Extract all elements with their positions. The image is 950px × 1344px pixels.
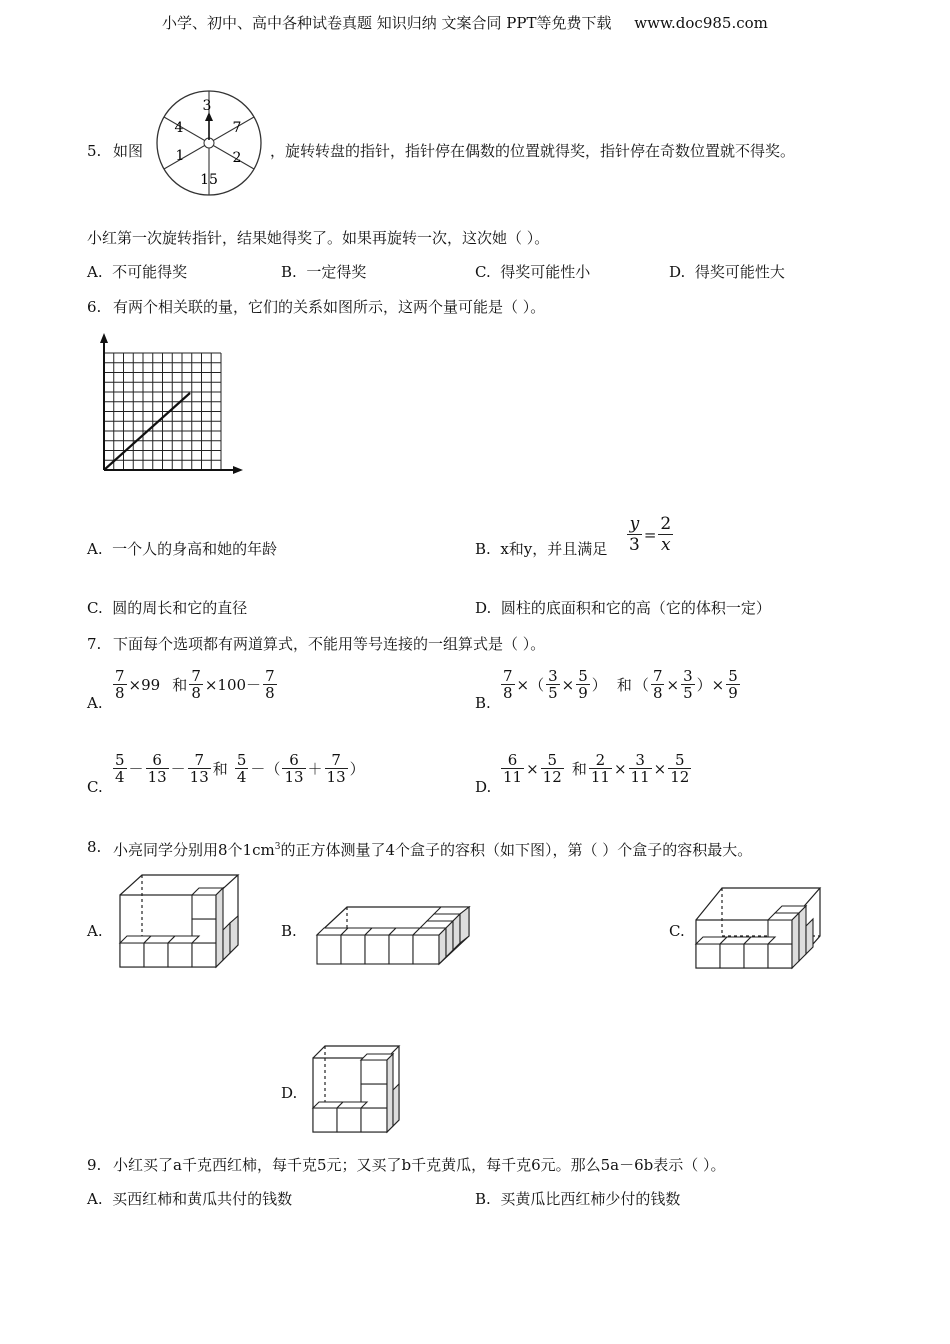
q5-d-text: 得奖可能性大: [694, 263, 785, 281]
q6-b-label: B.: [475, 540, 491, 558]
q5-b-text: 一定得奖: [306, 263, 367, 281]
box-a[interactable]: [118, 873, 243, 970]
q6-d-label: D.: [475, 599, 492, 617]
relation-graph: [95, 333, 250, 478]
q9-option-a[interactable]: [87, 1189, 292, 1209]
q7-number: 7.: [87, 635, 102, 653]
box-b[interactable]: [313, 905, 473, 967]
q7-option-c[interactable]: $\frac{5}{4}$ － $\frac{6}{13}$ － $\frac{7}{13}$ 和 $\frac{5}{4}$ －（ $\frac{6}{13}$ ＋ $\frac{7}{13}$ ）: [115, 751, 365, 786]
q9-a-text: 买西红柿和黄瓜共付的钱数: [112, 1190, 293, 1208]
q8-d-label: D.: [281, 1084, 298, 1102]
q6-number: 6.: [87, 298, 102, 316]
q5-option-b[interactable]: [281, 262, 366, 282]
q6-c-text: 圆的周长和它的直径: [112, 599, 248, 617]
q7-d-label: D.: [475, 778, 492, 796]
q5-c-text: 得奖可能性小: [500, 263, 591, 281]
q9-a-label: A.: [87, 1190, 103, 1208]
q7-option-a[interactable]: $\frac{7}{8}$ ×99 和 $\frac{7}{8}$ ×100－ $\frac{7}{8}$: [115, 667, 275, 702]
q6-option-c[interactable]: [87, 598, 247, 618]
spinner-num-4: 15: [200, 172, 218, 188]
box-c[interactable]: [694, 886, 824, 970]
q9-b-label: B.: [475, 1190, 491, 1208]
header-url: www.doc985.com: [634, 14, 768, 32]
q7-option-d[interactable]: $\frac{6}{11}$ × $\frac{5}{12}$ 和 $\frac{2}{11}$ × $\frac{3}{11}$ × $\frac{5}{12}$: [503, 751, 690, 786]
q5-a-label: A.: [87, 263, 103, 281]
q7-b-label: B.: [475, 694, 491, 712]
spinner-num-3: 2: [232, 150, 242, 166]
q5-option-d[interactable]: [669, 262, 785, 282]
spinner-num-6: 4: [174, 120, 184, 136]
q9-option-b[interactable]: [475, 1189, 680, 1209]
q8-b-label: B.: [281, 922, 297, 940]
q6-a-text: 一个人的身高和她的年龄: [112, 540, 278, 558]
q6-b-x: x: [658, 534, 673, 555]
q5-b-label: B.: [281, 263, 297, 281]
q5-number: 5.: [87, 142, 102, 160]
q6-b-y: y: [629, 514, 640, 534]
q6-stem: 有两个相关联的量，它们的关系如图所示，这两个量可能是（ ）。: [113, 298, 546, 316]
q9-b-text: 买黄瓜比西红柿少付的钱数: [500, 1190, 681, 1208]
q5-option-c[interactable]: [475, 262, 590, 282]
box-d[interactable]: [311, 1044, 403, 1136]
q6-b-eq: =: [643, 525, 657, 544]
q7-a-label: A.: [87, 694, 103, 712]
spinner-num-5: 1: [175, 148, 185, 164]
q6-b-equation: [626, 514, 674, 555]
q6-b-three: 3: [629, 535, 640, 555]
q8-number: 8.: [87, 838, 102, 856]
q6-b-two: 2: [660, 514, 672, 534]
q6-a-label: A.: [87, 540, 103, 558]
q8-stem: 小亮同学分别用8个$1cm^3$的正方体测量了4个盒子的容积（如下图），第（ ）个盒子的容积最大。: [113, 841, 753, 859]
q7-c-label: C.: [87, 778, 103, 796]
q5-post: ，旋转转盘的指针，指针停在偶数的位置就得奖，指针停在奇数位置就不得奖。: [270, 142, 796, 160]
q6-option-b[interactable]: [475, 539, 607, 559]
spinner-num-2: 7: [232, 120, 242, 136]
q9-number: 9.: [87, 1156, 102, 1174]
q6-c-label: C.: [87, 599, 103, 617]
q5-line2: 小红第一次旋转指针，结果她得奖了。如果再旋转一次，这次她（ ）。: [87, 229, 550, 247]
q8-c-label: C.: [669, 922, 685, 940]
q6-b-text: x和y，并且满足: [500, 540, 608, 558]
header-text: 小学、初中、高中各种试卷真题 知识归纳 文案合同 PPT等免费下载: [162, 14, 612, 32]
spinner-figure: [155, 90, 265, 200]
page-header: [162, 12, 768, 33]
q6-option-d[interactable]: [475, 598, 771, 618]
spinner-num-1: 3: [202, 98, 212, 114]
q9-stem: 小红买了a千克西红柿，每千克5元；又买了b千克黄瓜，每千克6元。那么5a－6b表示（ ）。: [113, 1156, 726, 1174]
q5-option-a[interactable]: [87, 262, 187, 282]
q5-c-label: C.: [475, 263, 491, 281]
q6-d-text: 圆柱的底面积和它的高（它的体积一定）: [500, 599, 771, 617]
q6-option-a[interactable]: [87, 539, 277, 559]
q7-option-b[interactable]: $\frac{7}{8}$ ×（ $\frac{3}{5}$ × $\frac{5}{9}$ ） 和 （ $\frac{7}{8}$ × $\frac{3}{5}$ ）× $\frac{5}{9}$: [503, 667, 738, 702]
q8-a-label: A.: [87, 922, 103, 940]
q5-d-label: D.: [669, 263, 686, 281]
q5-a-text: 不可能得奖: [112, 263, 188, 281]
q7-stem: 下面每个选项都有两道算式，不能用等号连接的一组算式是（ ）。: [113, 635, 546, 653]
q5-pre: 如图: [113, 142, 144, 160]
